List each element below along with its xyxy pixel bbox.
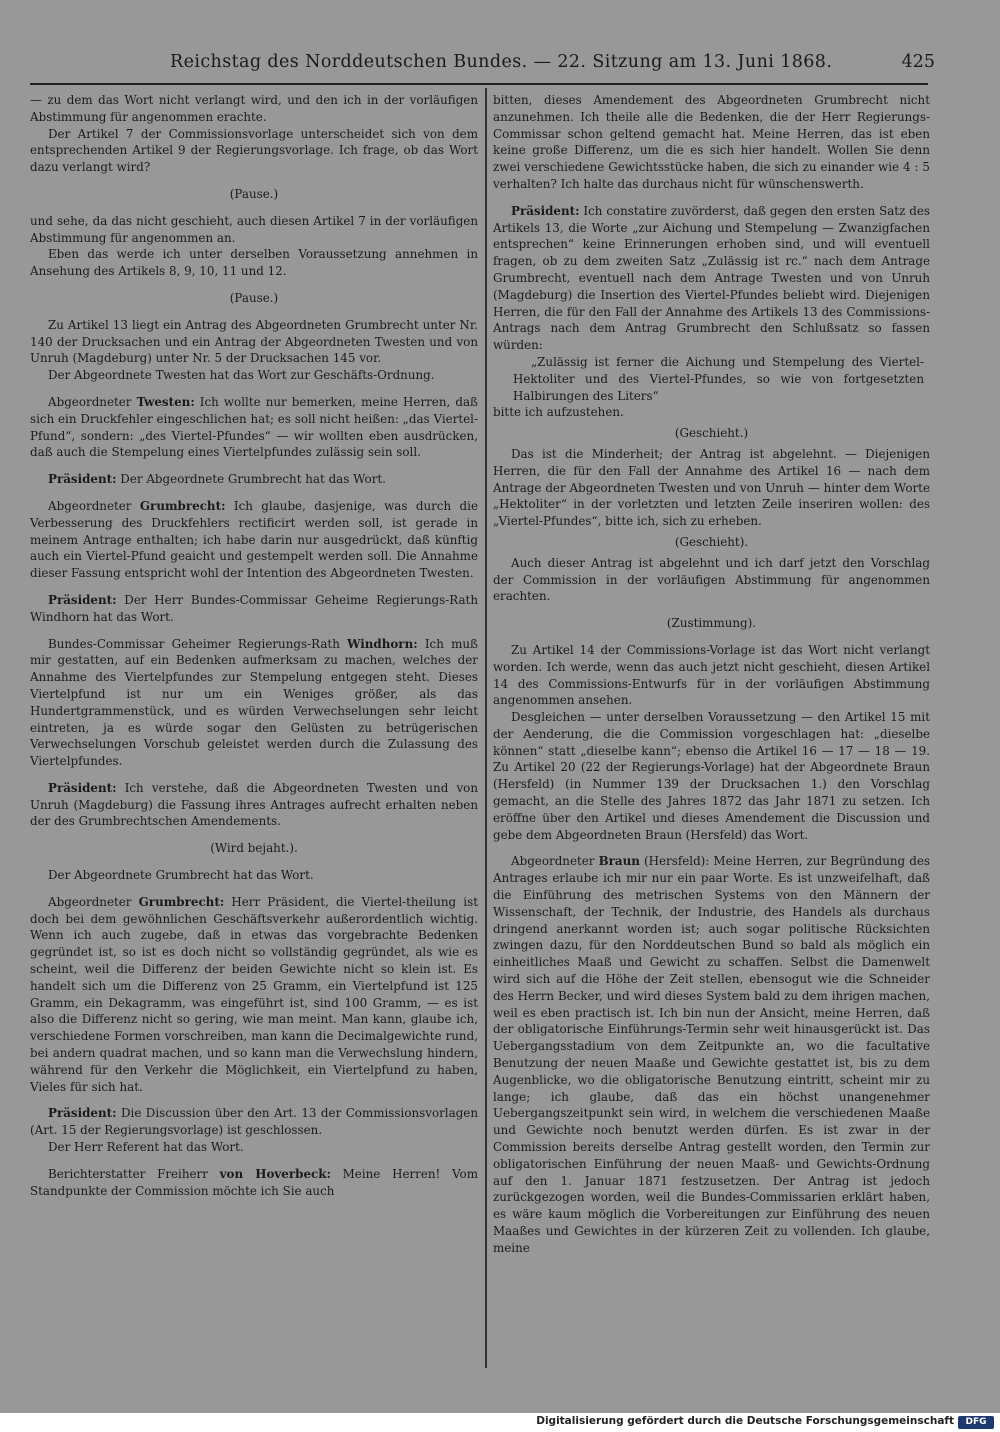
paragraph xyxy=(30,317,478,367)
paragraph-text: (Zustimmung). xyxy=(666,616,757,631)
paragraph xyxy=(30,213,478,247)
running-title: Reichstag des Norddeutschen Bundes. — 22. Sitzung am 13. Juni 1868. xyxy=(170,52,833,72)
speaker-name: Präsident: xyxy=(48,780,117,795)
paragraph xyxy=(493,642,930,709)
paragraph xyxy=(30,592,478,626)
speaker-name: Präsident: xyxy=(48,472,117,487)
speaker-role: Abgeordneter xyxy=(48,894,139,909)
paragraph xyxy=(493,446,930,530)
paragraph xyxy=(30,1139,478,1156)
page-number: 425 xyxy=(901,52,935,72)
paragraph-text: Eben das werde ich unter derselben Voraussetzung annehmen in Ansehung des Artikels 8, 9, 10, 11 und 12. xyxy=(30,247,478,279)
paragraph-text: (Pause.) xyxy=(229,290,279,305)
paragraph xyxy=(30,780,478,830)
paragraph-text: Der Herr Referent hat das Wort. xyxy=(48,1140,244,1155)
paragraph-text: bitte ich aufzustehen. xyxy=(493,405,624,420)
paragraph-text: bitten, dieses Amendement des Abgeordneten Grumbrecht nicht anzunehmen. Ich theile alle die Bedenken, die der Herr Regierungs-Commissar schon geltend gemacht hat. Meine Herren, das ist eben keine große Differenz, um die es sich hier handelt. Wollen Sie denn zwei verschiedene Gewichtsstücke haben, die sich zu einander wie 4 : 5 verhalten? Ich halte das durchaus nicht für wünschenswerth. xyxy=(493,93,930,191)
speaker-name: Präsident: xyxy=(511,203,580,218)
right-column xyxy=(493,92,930,1257)
paragraph-text: Zu Artikel 13 liegt ein Antrag des Abgeordneten Grumbrecht unter Nr. 140 der Drucksachen und ein Antrag der Abgeordneten Twesten und von Unruh (Magdeburg) unter Nr. 5 der Drucksachen 145 vor. xyxy=(30,317,478,366)
speaker-name: Windhorn: xyxy=(347,636,418,651)
paragraph-text: Der Artikel 7 der Commissionsvorlage unterscheidet sich von dem entsprechenden Artikel 9 der Regierungsvorlage. Ich frage, ob das Wort dazu verlangt wird? xyxy=(30,126,478,175)
paragraph xyxy=(30,1105,478,1139)
page-header xyxy=(30,52,935,82)
paragraph-text: Ich verstehe, daß die Abgeordneten Twesten und von Unruh (Magdeburg) die Fassung ihres Antrages aufrecht erhalten neben der des Grumbrechtschen Amendements. xyxy=(30,780,478,829)
paragraph-text: Die Discussion über den Art. 13 der Commissionsvorlagen (Art. 15 der Regierungsvorlage) ist geschlossen. xyxy=(30,1106,478,1138)
paragraph xyxy=(30,394,478,461)
paragraph xyxy=(493,615,930,632)
speaker-role: Abgeordneter xyxy=(48,394,137,409)
speaker-role: Abgeordneter xyxy=(511,854,599,869)
paragraph xyxy=(493,92,930,193)
paragraph-text: Desgleichen — unter derselben Voraussetzung — den Artikel 15 mit der Aenderung, die die Commission vorgeschlagen hat: „dieselbe können“ statt „dieselbe kann“; ebenso die Artikel 16 — 17 — 18 — 19. Zu Artikel 20 (22 der Regierungs-Vorlage) hat der Abgeordnete Braun (Hersfeld) (in Nummer 139 der Drucksachen 1.) den Vorschlag gemacht, an die Stelle des Jahres 1872 das Jahr 1871 zu setzen. Ich eröffne über den Artikel und dieses Amendement die Discussion und gebe dem Abgeordneten Braun (Hersfeld) das Wort. xyxy=(493,710,930,842)
paragraph xyxy=(30,126,478,176)
speaker-role: Berichterstatter Freiherr xyxy=(48,1166,220,1181)
left-column xyxy=(30,92,478,1199)
speaker-name: Präsident: xyxy=(48,592,117,607)
dfg-logo: DFG xyxy=(958,1416,994,1429)
speaker-name: Braun xyxy=(598,854,640,869)
paragraph xyxy=(30,867,478,884)
paragraph-text: — zu dem das Wort nicht verlangt wird, und den ich in der vorläufigen Abstimmung für angenommen erachte. xyxy=(30,93,478,124)
header-rule xyxy=(30,83,928,85)
paragraph xyxy=(30,290,478,307)
paragraph-text: Auch dieser Antrag ist abgelehnt und ich darf jetzt den Vorschlag der Commission in der vorläufigen Abstimmung für angenommen erachten. xyxy=(493,555,930,604)
speaker-name: Grumbrecht: xyxy=(138,894,225,909)
paragraph xyxy=(493,534,930,551)
page-footer xyxy=(0,1414,1000,1432)
paragraph-text: (Pause.) xyxy=(229,186,279,201)
paragraph xyxy=(30,92,478,126)
speaker-name: Twesten: xyxy=(136,394,195,409)
paragraph-text: (Geschieht). xyxy=(674,534,749,549)
paragraph-text: Ich constatire zuvörderst, daß gegen den ersten Satz des Artikels 13, die Worte „zur Aichung und Stempelung — Zwanzigfachen entsprechen“ keine Erinnerungen erhoben sind, und will eventuell fragen, ob zu dem zweiten Satz „Zulässig ist rc.“ nach dem Antrage Grumbrecht, eventuell nach dem Antrage Twesten und von Unruh (Magdeburg) die Insertion des Viertel-Pfundes beliebt wird. Diejenigen Herren, die für den Fall der Annahme des Artikels 13 des Commissions-Antrags nach dem Antrag Grumbrecht den Schlußsatz so fassen würden: xyxy=(493,203,930,353)
paragraph xyxy=(30,1166,478,1200)
speaker-role: Bundes-Commissar Geheimer Regierungs-Rath xyxy=(48,636,348,651)
paragraph xyxy=(493,203,930,354)
speaker-role: Abgeordneter xyxy=(48,498,140,513)
paragraph xyxy=(30,471,478,488)
paragraph xyxy=(30,186,478,203)
paragraph xyxy=(30,367,478,384)
paragraph-text: Herr Präsident, die Viertel-theilung ist doch bei dem gewöhnlichen Geschäftsverkehr außerordentlich wichtig. Wenn ich auch zugebe, daß in etwas das vorgebrachte Bedenken gegründet ist, so ist es doch nicht so vollständig gegründet, als wie es scheint, weil die Differenz der beiden Gewichte nicht so klein ist. Es handelt sich um die Differenz von 25 Gramm, ein Viertelpfund ist 125 Gramm, ein Dekagramm, was eingeführt ist, sind 100 Gramm, — es ist also die Differenz nicht so gering, wie man meint. Man kann, glaube ich, verschiedene Formen vorschreiben, man kann die Decimalgewichte rund, bei andern quadrat machen, und so kann man die Verwechslung hindern, während für den Verkehr die Möglichkeit, ein Viertelpfund zu haben, Vieles für sich hat. xyxy=(30,894,478,1094)
paragraph xyxy=(493,555,930,605)
paragraph-text: Der Abgeordnete Grumbrecht hat das Wort. xyxy=(116,472,386,487)
paragraph-text: Ich wollte nur bemerken, meine Herren, daß sich ein Druckfehler eingeschlichen hat; es soll nicht heißen: „das Viertel-Pfund“, sondern: „des Viertel-Pfundes“ — wir wollten eben ausdrücken, daß auch die Stempelung eines Viertelpfundes zulässig sein soll. xyxy=(30,394,478,460)
paragraph xyxy=(30,894,478,1096)
paragraph xyxy=(493,404,930,421)
paragraph-text: Ich muß mir gestatten, auf ein Bedenken aufmerksam zu machen, welches der Annahme des Viertelpfundes zur Stempelung entgegen steht. Dieses Viertelpfund ist nur um ein Weniges größer, als das Hundertgrammenstück, und es würden Verwechselungen sehr leicht eintreten, ja es würde sogar den Gelüsten zu betrügerischen Verwechselungen Vorschub geleistet werden durch die Zulassung des Viertelpfundes. xyxy=(30,636,478,769)
speaker-name: von Hoverbeck: xyxy=(219,1166,331,1181)
paragraph-text: Ich glaube, dasjenige, was durch die Verbesserung des Druckfehlers rectificirt werden soll, ist gerade in meinem Antrage enthalten; ich habe darin nur ausgedrückt, daß künftig auch ein Viertel-Pfund geaicht und gestempelt werden soll. Die Annahme dieser Fassung entspricht wohl der Intention des Abgeordneten Twesten. xyxy=(30,498,478,581)
paragraph xyxy=(493,354,930,404)
paragraph-text: und sehe, da das nicht geschieht, auch diesen Artikel 7 in der vorläufigen Abstimmung für angenommen an. xyxy=(30,213,478,245)
paragraph-text: (Hersfeld): Meine Herren, zur Begründung des Antrages erlaube ich mir nur ein paar Worte. Es ist unzweifelhaft, daß die Einführung des metrischen Systems von den Männern der Wissenschaft, der Technik, der Industrie, des Handels als durchaus dringend anerkannt worden ist; auch sogar politische Rücksichten zwingen dazu, für den Norddeutschen Bund so bald als möglich ein einheitliches Maaß und Gewicht zu schaffen. Selbst die Damenwelt wird sich auf die Höhe der Zeit stellen, ebensogut wie die Schneider des Herrn Becker, und wird dieses System bald zu dem ihrigen machen, weil es eben practisch ist. Ich bin nun der Ansicht, meine Herren, daß der obligatorische Einführungs-Termin sehr weit hinausgerückt ist. Das Uebergangsstadium von dem Zeitpunkte an, wo die facultative Benutzung der neuen Maaße und Gewichte gestattet ist, bis zu dem Augenblicke, wo die obligatorische Benutzung eintritt, scheint mir zu lange; ich glaube, daß das ein höchst unangenehmer Uebergangszeitpunkt sein wird, in welchem die verschiedenen Maaße und Gewichte noch benutzt werden dürfen. Es ist zwar in der Commission bereits derselbe Antrag gestellt worden, den Termin zur obligatorischen Einführung der neuen Maaß- und Gewichts-Ordnung auf den 1. Januar 1871 festzusetzen. Der Antrag ist jedoch zurückgezogen worden, weil die Bundes-Commissarien erklärt haben, es wäre kaum möglich die Vorbereitungen zur Einführung des neuen Maaßes und Gewichtes in der kürzeren Zeit zu vollenden. Ich glaube, meine xyxy=(493,854,931,1255)
funding-credit: Digitalisierung gefördert durch die Deutsche Forschungsgemeinschaft xyxy=(536,1415,954,1427)
paragraph xyxy=(493,425,930,442)
paragraph xyxy=(30,840,478,857)
paragraph xyxy=(30,636,478,770)
paragraph-text: (Geschieht.) xyxy=(674,426,749,441)
paragraph-text: Das ist die Minderheit; der Antrag ist abgelehnt. — Diejenigen Herren, die für den Fall der Annahme des Artikel 16 — nach dem Antrage der Abgeordneten Twesten und von Unruh — hinter dem Worte „Hektoliter“ in der vorletzten und letzten Zeile inseriren wollen: des „Viertel-Pfundes“, bitte ich, sich zu erheben. xyxy=(493,446,930,529)
paragraph-text: Der Abgeordnete Grumbrecht hat das Wort. xyxy=(48,868,314,883)
paragraph-text: „Zulässig ist ferner die Aichung und Stempelung des Viertel-Hektoliter und des Viertel-Pfundes, so wie von fortgesetzten Halbirungen des Liters“ xyxy=(513,354,924,403)
paragraph xyxy=(493,853,930,1256)
speaker-name: Präsident: xyxy=(48,1106,117,1121)
paragraph-text: (Wird bejaht.). xyxy=(210,841,298,856)
paragraph xyxy=(30,498,478,582)
paragraph xyxy=(30,246,478,280)
column-divider xyxy=(485,88,487,1368)
speaker-name: Grumbrecht: xyxy=(139,498,226,513)
paragraph-text: Der Herr Bundes-Commissar Geheime Regierungs-Rath Windhorn hat das Wort. xyxy=(30,592,478,624)
paragraph-text: Zu Artikel 14 der Commissions-Vorlage ist das Wort nicht verlangt worden. Ich werde, wenn das auch jetzt nicht geschieht, diesen Artikel 14 des Commissions-Entwurfs für in der vorläufigen Abstimmung angenommen ansehen. xyxy=(493,642,930,708)
paragraph-text: Der Abgeordnete Twesten hat das Wort zur Geschäfts-Ordnung. xyxy=(48,368,435,383)
paragraph xyxy=(493,709,930,843)
paragraph-text: Meine Herren! Vom Standpunkte der Commission möchte ich Sie auch xyxy=(30,1166,478,1198)
